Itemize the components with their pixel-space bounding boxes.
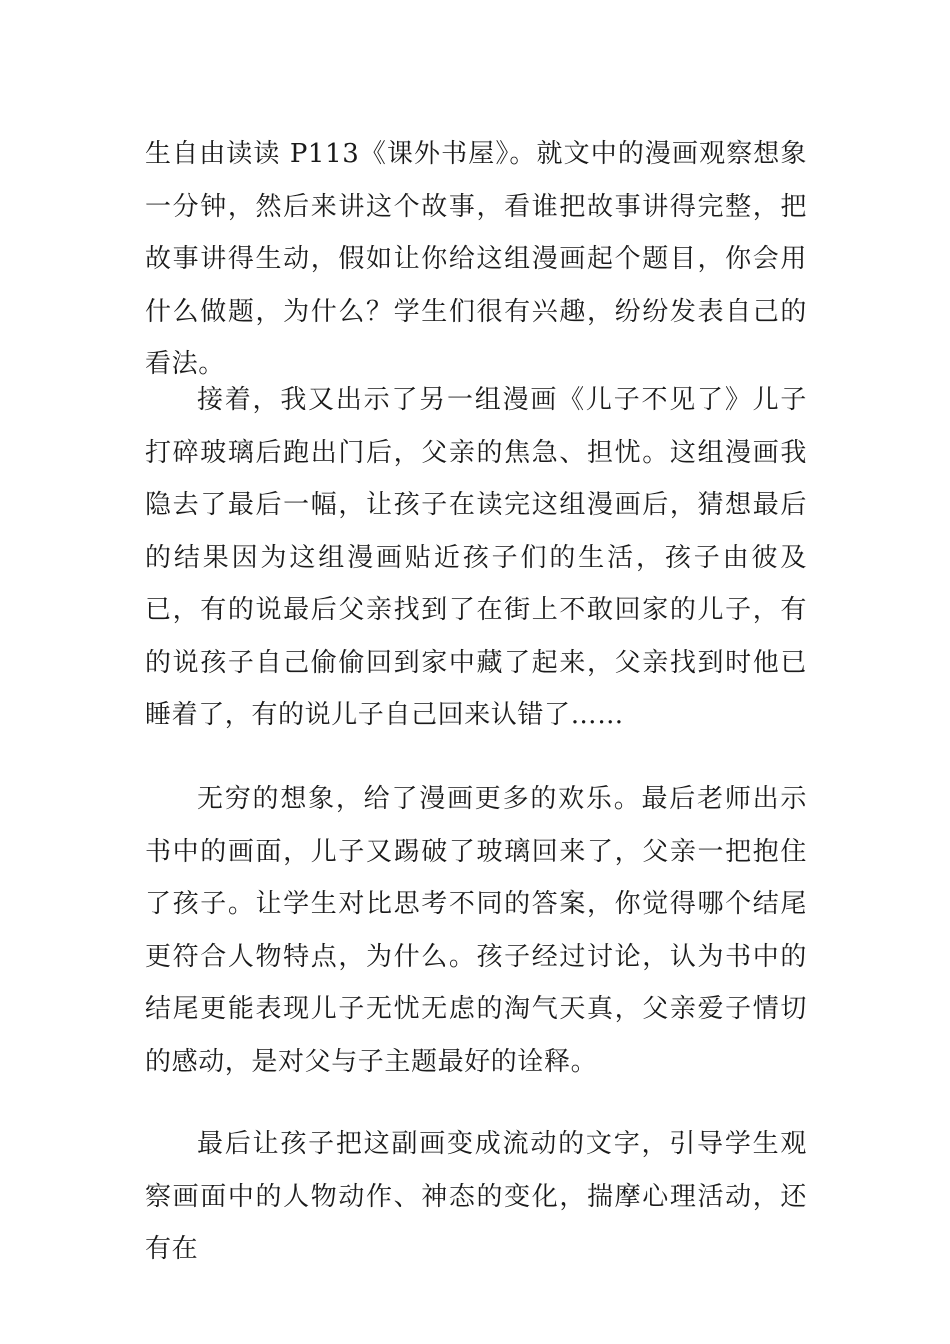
paragraph-imagination: 无穷的想象，给了漫画更多的欢乐。最后老师出示书中的画面，儿子又踢破了玻璃回来了，父亲一把抱住了孩子。让学生对比思考不同的答案，你觉得哪个结尾更符合人物特点，为什么。孩子经过讨论，认为书中的结尾更能表现儿子无忧无虑的淘气天真，父亲爱子情切的感动，是对父与子主题最好的诠释。 bbox=[145, 784, 807, 1077]
paragraph-continuation: 生自由读读 P113《课外书屋》。就文中的漫画观察想象一分钟，然后来讲这个故事，看谁把故事讲得完整，把故事讲得生动，假如让你给这组漫画起个题目，你会用什么做题，为什么？学生们很有兴趣，纷纷发表自己的看法。 bbox=[145, 139, 807, 379]
paragraph-writing-task: 最后让孩子把这副画变成流动的文字，引导学生观察画面中的人物动作、神态的变化，揣摩心理活动，还有在 bbox=[145, 1129, 807, 1264]
paragraph-second-comic: 接着，我又出示了另一组漫画《儿子不见了》儿子打碎玻璃后跑出门后，父亲的焦急、担忧。这组漫画我隐去了最后一幅，让孩子在读完这组漫画后，猜想最后的结果因为这组漫画贴近孩子们的生活，孩子由彼及已，有的说最后父亲找到了在街上不敢回家的儿子，有的说孩子自己偷偷回到家中藏了起来，父亲找到时他已睡着了，有的说儿子自己回来认错了…… bbox=[145, 385, 807, 730]
